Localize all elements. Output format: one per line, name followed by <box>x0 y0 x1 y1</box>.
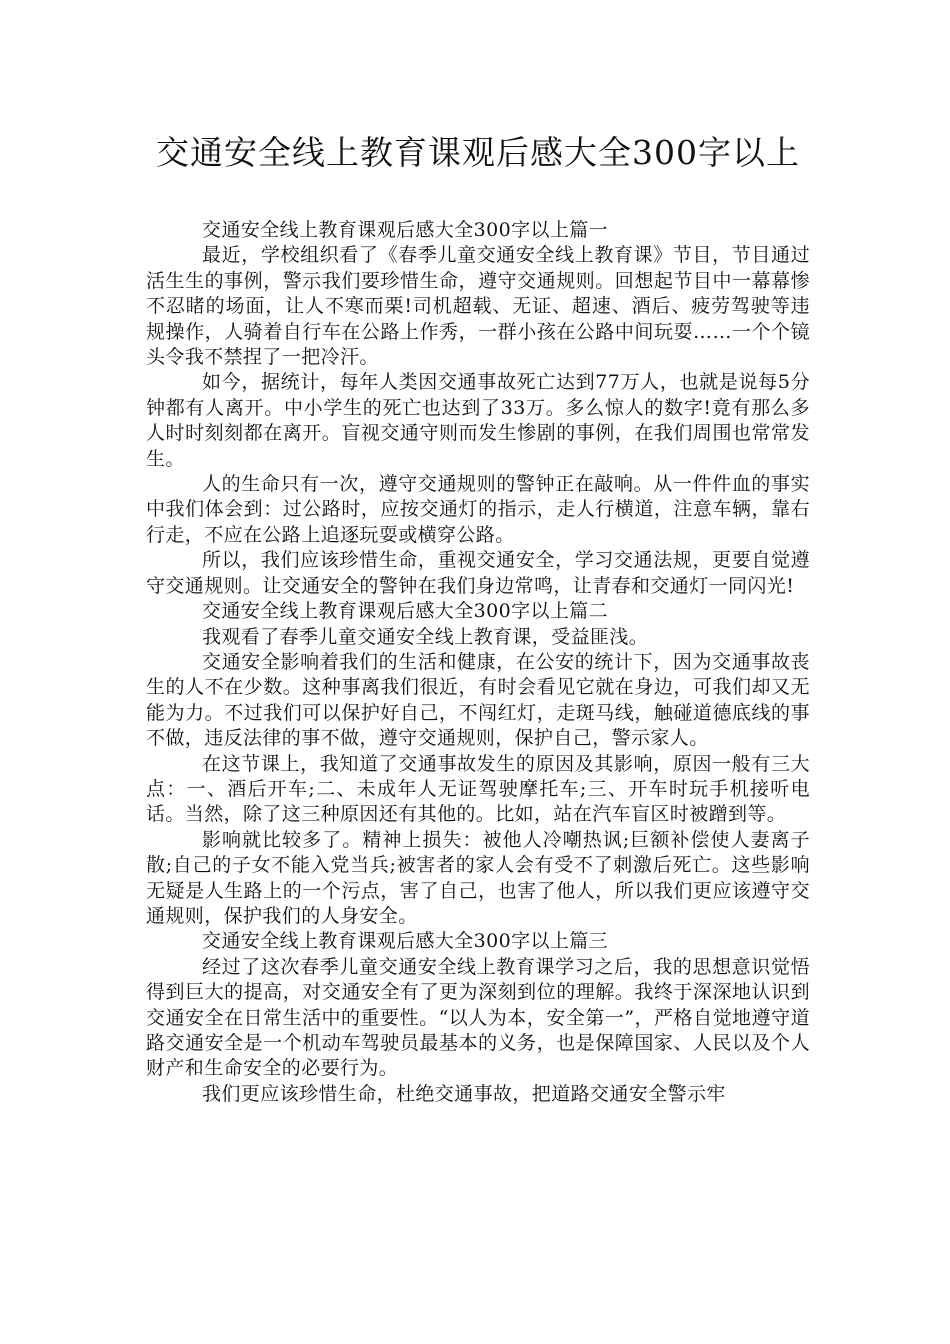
document-title: 交通安全线上教育课观后感大全300字以上 <box>156 133 800 172</box>
paragraph: 交通安全影响着我们的生活和健康，在公安的统计下，因为交通事故丧生的人不在少数。这种事离我们很近，有时会看见它就在身边，可我们却又无能为力。不过我们可以保护好自己，不闯红灯，走斑马线，触碰道德底线的事不做，违反法律的事不做，遵守交通规则，保护自己，警示家人。 <box>146 650 810 750</box>
section-heading-1: 交通安全线上教育课观后感大全300字以上篇一 <box>202 219 609 241</box>
paragraph: 我观看了春季儿童交通安全线上教育课，受益匪浅。 <box>202 625 649 648</box>
paragraph: 所以，我们应该珍惜生命，重视交通安全，学习交通法规，更要自觉遵守交通规则。让交通安全的警钟在我们身边常鸣，让青春和交通灯一同闪光! <box>146 549 810 597</box>
document-body <box>146 218 810 1107</box>
paragraph: 影响就比较多了。精神上损失：被他人冷嘲热讽;巨额补偿使人妻离子散;自己的子女不能入党当兵;被害者的家人会有受不了刺激后死亡。这些影响无疑是人生路上的一个污点，害了自己，也害了他人，所以我们更应该遵守交通规则，保护我们的人身安全。 <box>146 828 810 927</box>
paragraph: 人的生命只有一次，遵守交通规则的警钟正在敲响。从一件件血的事实中我们体会到：过公路时，应按交通灯的指示，走人行横道，注意车辆，靠右行走，不应在公路上追逐玩耍或横穿公路。 <box>146 473 810 546</box>
paragraph: 在这节课上，我知道了交通事故发生的原因及其影响，原因一般有三大点：一、酒后开车;二、未成年人无证驾驶摩托车;三、开车时玩手机接听电话。当然，除了这三种原因还有其他的。比如，站在汽车盲区时被蹭到等。 <box>146 752 810 826</box>
section-heading-2: 交通安全线上教育课观后感大全300字以上篇二 <box>202 600 609 623</box>
paragraph: 如今，据统计，每年人类因交通事故死亡达到77万人，也就是说每5分钟都有人离开。中小学生的死亡也达到了33万。多么惊人的数字!竟有那么多人时时刻刻都在离开。盲视交通守则而发生惨剧的事例，在我们周围也常常发生。 <box>146 371 810 470</box>
paragraph: 最近，学校组织看了《春季儿童交通安全线上教育课》节目，节目通过活生生的事例，警示我们要珍惜生命，遵守交通规则。回想起节目中一幕幕惨不忍睹的场面，让人不寒而栗!司机超载、无证、超速、酒后、疲劳驾驶等违规操作，人骑着自行车在公路上作秀，一群小孩在公路中间玩耍……一个个镜头令我不禁捏了一把冷汗。 <box>146 244 810 369</box>
section-heading-3: 交通安全线上教育课观后感大全300字以上篇三 <box>202 930 609 953</box>
paragraph: 我们更应该珍惜生命，杜绝交通事故，把道路交通安全警示牢 <box>202 1082 726 1105</box>
paragraph: 经过了这次春季儿童交通安全线上教育课学习之后，我的思想意识觉悟得到巨大的提高，对交通安全有了更为深刻到位的理解。我终于深深地认识到交通安全在日常生活中的重要性。“以人为本，安全第一”，严格自觉地遵守道路交通安全是一个机动车驾驶员最基本的义务，也是保障国家、人民以及个人财产和生命安全的必要行为。 <box>146 955 810 1080</box>
